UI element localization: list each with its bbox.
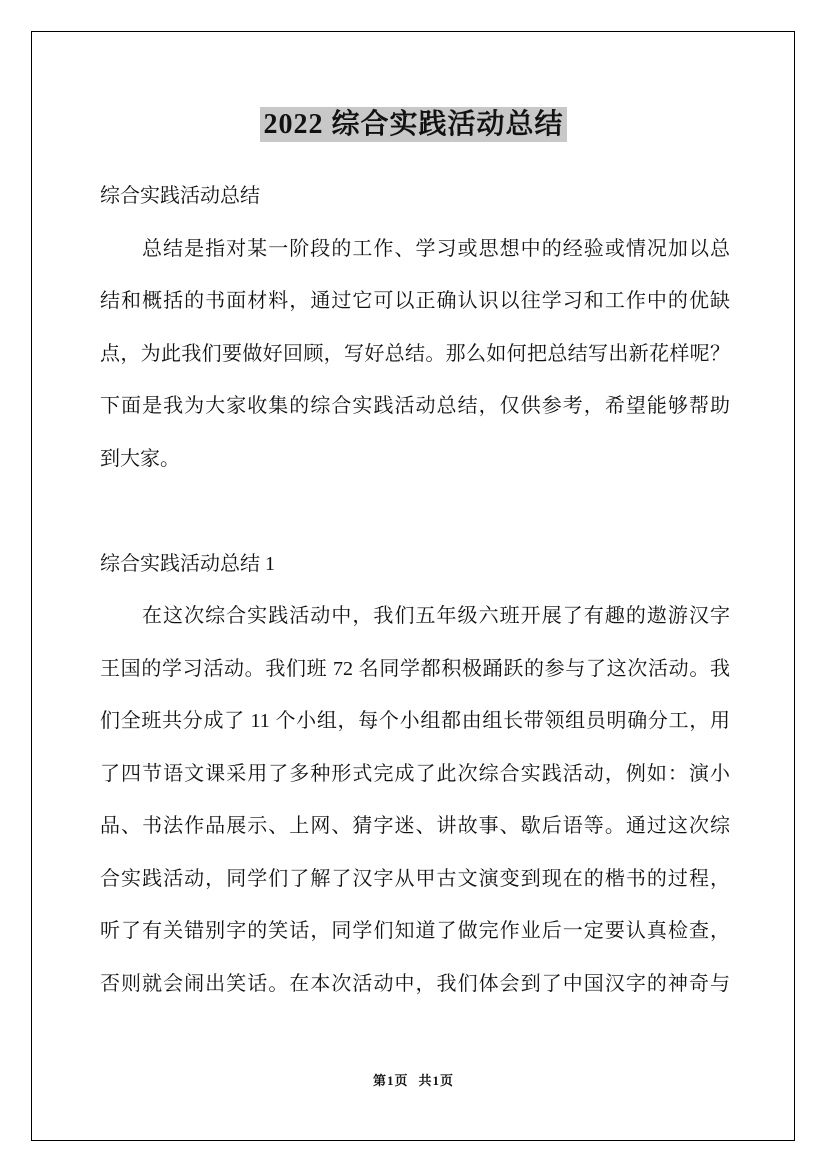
text-line: 品、书法作品展示、上网、猜字迷、讲故事、歇后语等。通过这次综 xyxy=(100,815,730,837)
text-line: 点，为此我们要做好回顾，写好总结。那么如何把总结写出新花样呢？ xyxy=(100,342,730,365)
text-line: 王国的学习活动。我们班 72 名同学都积极踊跃的参与了这次活动。我 xyxy=(100,657,730,680)
text-line: 听了有关错别字的笑话，同学们知道了做完作业后一定要认真检查， xyxy=(100,920,730,942)
text-line: 综合实践活动总结 xyxy=(100,185,260,207)
document-body xyxy=(100,170,730,1010)
text-line: 否则就会闹出笑话。在本次活动中，我们体会到了中国汉字的神奇与 xyxy=(100,972,730,995)
document-title xyxy=(0,102,827,142)
text-line: 们全班共分成了 11 个小组，每个小组都由组长带领组员明确分工，用 xyxy=(100,710,730,732)
page-number: 第1页 xyxy=(372,1073,409,1088)
total-pages: 共1页 xyxy=(418,1073,455,1088)
blank-line xyxy=(100,485,730,538)
title-highlight: 2022 综合实践活动总结 xyxy=(260,107,566,142)
text-line: 在这次综合实践活动中，我们五年级六班开展了有趣的遨游汉字 xyxy=(142,605,730,627)
text-line: 到大家。 xyxy=(100,447,180,470)
text-line: 合实践活动，同学们了解了汉字从甲古文演变到现在的楷书的过程， xyxy=(100,867,730,890)
text-line: 了四节语文课采用了多种形式完成了此次综合实践活动，例如：演小 xyxy=(100,762,730,785)
text-line: 下面是我为大家收集的综合实践活动总结，仅供参考，希望能够帮助 xyxy=(100,395,730,417)
text-line: 总结是指对某一阶段的工作、学习或思想中的经验或情况加以总 xyxy=(142,237,730,260)
section-heading: 综合实践活动总结 1 xyxy=(100,552,275,575)
page-footer xyxy=(0,1070,827,1089)
text-line: 结和概括的书面材料，通过它可以正确认识以往学习和工作中的优缺 xyxy=(100,290,730,312)
